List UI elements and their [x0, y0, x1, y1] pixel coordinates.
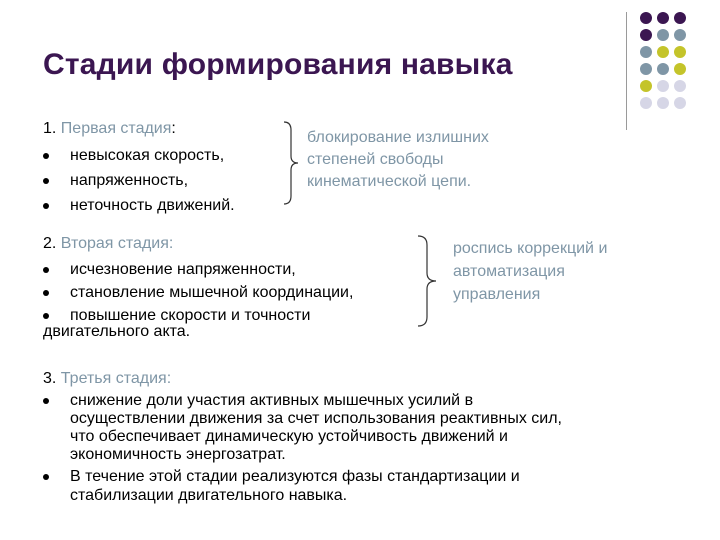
- stage3-item1-line: что обеспечивает динамическую устойчивость движений и: [70, 428, 508, 445]
- note1-line: кинематической цепи.: [307, 173, 472, 190]
- decorative-dot: [657, 63, 669, 75]
- stage1-colon: :: [171, 120, 176, 137]
- decorative-dot: [674, 29, 686, 41]
- stage3-item2-line: стабилизации двигательного навыка.: [70, 487, 348, 504]
- stage3-heading: [43, 369, 171, 389]
- decorative-dot: [674, 97, 686, 109]
- brace-2: [416, 234, 438, 328]
- stage2-item: становление мышечной координации,: [70, 284, 354, 301]
- stage2-continuation: двигательного акта.: [43, 323, 191, 340]
- decorative-dot: [657, 29, 669, 41]
- note2-line: роспись коррекций и: [453, 240, 608, 257]
- bullet-icon: [43, 267, 49, 273]
- decorative-dot: [674, 12, 686, 24]
- decorative-dot: [657, 97, 669, 109]
- stage2-heading: [43, 234, 173, 254]
- brace-1: [282, 120, 300, 206]
- stage2-label: Вторая стадия:: [60, 235, 174, 252]
- bullet-icon: [43, 203, 49, 209]
- bullet-icon: [43, 290, 49, 296]
- decorative-dot: [640, 29, 652, 41]
- decorative-dot: [657, 46, 669, 58]
- stage1-item: неточность движений.: [70, 197, 235, 214]
- stage3-item1-line: экономичность энергозатрат.: [70, 446, 286, 463]
- decorative-dot: [657, 80, 669, 92]
- bullet-icon: [43, 474, 49, 480]
- note2-line: автоматизация: [453, 263, 565, 280]
- stage3-item1-line: осуществлении движения за счет использования реактивных сил,: [70, 410, 562, 427]
- stage1-heading: [43, 119, 176, 139]
- bullet-icon: [43, 153, 49, 159]
- note1-line: блокирование излишних: [307, 129, 489, 146]
- stage3-item2-line: В течение этой стадии реализуются фазы стандартизации и: [70, 468, 520, 485]
- bullet-icon: [43, 398, 49, 404]
- stage1-item: невысокая скорость,: [70, 147, 225, 164]
- decorative-dot: [674, 46, 686, 58]
- note2-line: управления: [453, 286, 541, 303]
- decorative-dot: [640, 97, 652, 109]
- stage3-number: 3.: [43, 370, 57, 387]
- decorative-dot: [640, 46, 652, 58]
- slide-title: Стадии формирования навыка: [43, 48, 513, 81]
- decorative-dot: [674, 80, 686, 92]
- bullet-icon: [43, 313, 49, 319]
- decorative-dot: [640, 12, 652, 24]
- stage2-item: исчезновение напряженности,: [70, 261, 296, 278]
- decorative-divider: [626, 12, 627, 130]
- stage3-item1-line: снижение доли участия активных мышечных усилий в: [70, 392, 474, 409]
- stage1-label: Первая стадия: [60, 120, 172, 137]
- decorative-dot: [674, 63, 686, 75]
- stage1-item: напряженность,: [70, 172, 189, 189]
- bullet-icon: [43, 178, 49, 184]
- stage1-number: 1.: [43, 120, 57, 137]
- decorative-dot: [657, 12, 669, 24]
- stage3-label: Третья стадия:: [60, 370, 172, 387]
- stage2-number: 2.: [43, 235, 57, 252]
- decorative-dot: [640, 80, 652, 92]
- stage2-item: повышение скорости и точности: [70, 307, 311, 324]
- note1-line: степеней свободы: [307, 151, 444, 168]
- decorative-dot: [640, 63, 652, 75]
